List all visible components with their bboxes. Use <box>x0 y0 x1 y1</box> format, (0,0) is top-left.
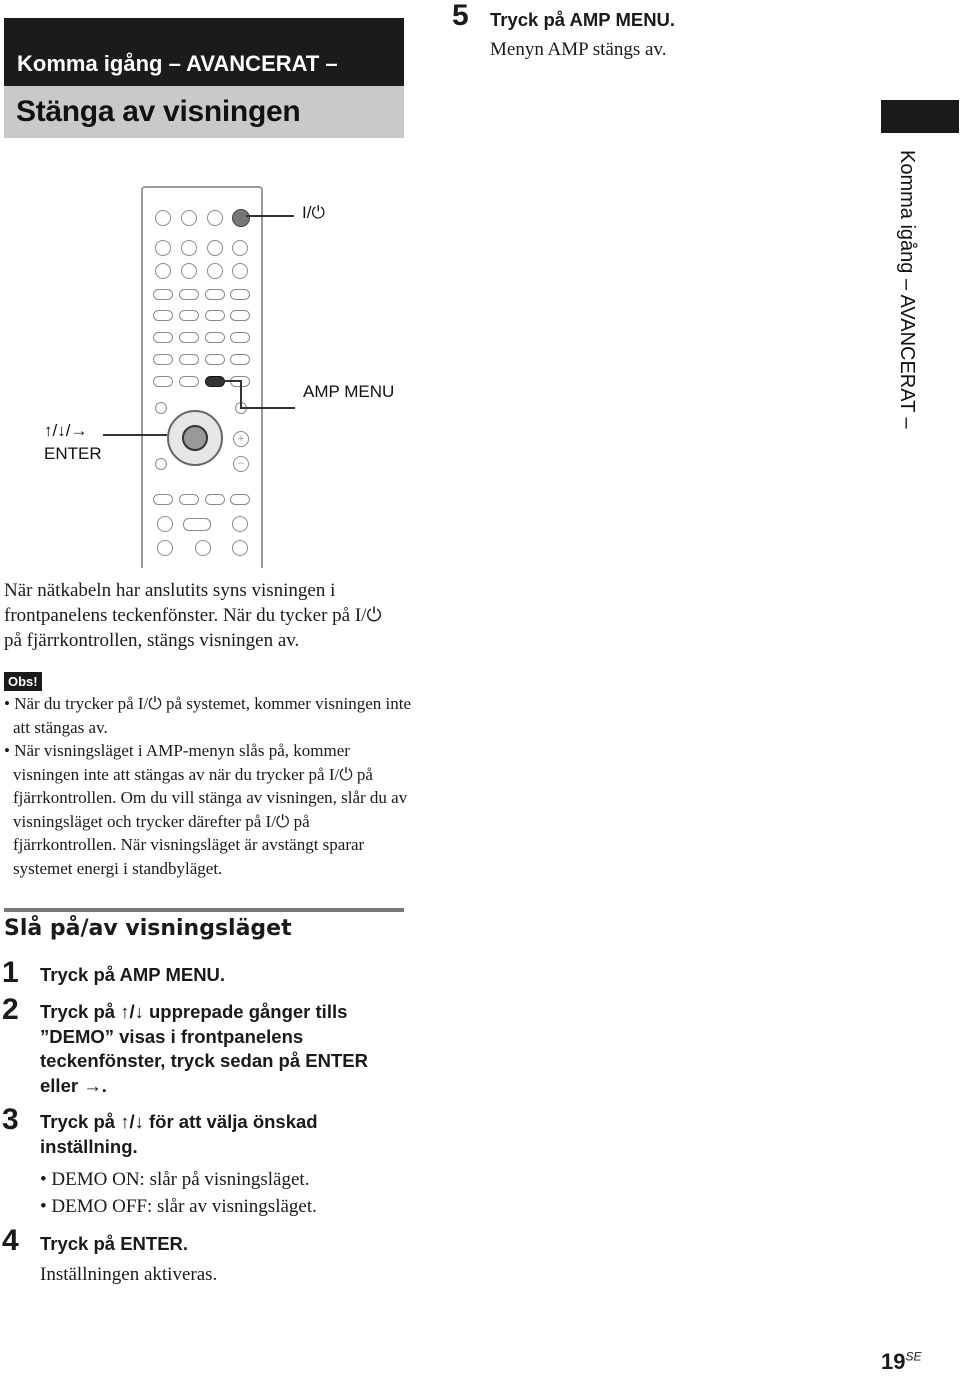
remote-button <box>232 516 248 532</box>
remote-button <box>153 332 173 343</box>
category-banner <box>4 18 404 86</box>
remote-button <box>205 332 225 343</box>
note-text: När visningsläget i AMP-menyn slås på, kommer visningen inte att stängas av när du trycker på I/⏻ på fjärrkontrollen. Om du vill stänga av visningen, slår du av visningsläget och trycker därefter på I/⏻ på fjärrkontrollen. När visningsläget är avstängt sparar systemet energi i standbyläget. <box>13 741 408 878</box>
callout-line <box>240 380 242 408</box>
remote-button <box>179 376 199 387</box>
option-text: DEMO OFF: slår av visningsläget. <box>51 1196 317 1217</box>
category-title: Komma igång – AVANCERAT – <box>17 51 338 76</box>
remote-button <box>157 516 173 532</box>
page-title: Stänga av visningen <box>16 95 301 128</box>
option-text: DEMO ON: slår på visningsläget. <box>51 1169 310 1190</box>
remote-button <box>155 263 171 279</box>
play-button <box>183 518 211 531</box>
remote-button <box>181 210 197 226</box>
note-label: Obs! <box>4 672 42 691</box>
step-number: 1 <box>2 956 19 989</box>
callout-line <box>246 215 294 217</box>
page-number-value: 19 <box>881 1349 906 1374</box>
direction-pad <box>167 410 223 466</box>
remote-button <box>179 494 199 505</box>
remote-button <box>232 240 248 256</box>
section-rule <box>4 908 404 912</box>
remote-button <box>155 402 167 414</box>
remote-button <box>207 210 223 226</box>
callout-enter: ENTER <box>44 444 102 463</box>
plus-icon: + <box>233 431 249 447</box>
callout-amp-menu: AMP MENU <box>303 382 395 401</box>
title-banner <box>4 86 404 138</box>
remote-button <box>205 354 225 365</box>
page-suffix: SE <box>905 1349 922 1364</box>
remote-button <box>179 332 199 343</box>
remote-button <box>207 263 223 279</box>
callout-line <box>240 407 295 409</box>
remote-button <box>153 354 173 365</box>
remote-button <box>153 494 173 505</box>
callout-line <box>103 434 167 436</box>
enter-button <box>182 425 208 451</box>
callout-arrows: ↑/↓/→ <box>44 421 88 440</box>
intro-paragraph: När nätkabeln har anslutits syns visningen i frontpanelens teckenfönster. När du tycker på I/⏻ på fjärrkontrollen, stängs visningen av. <box>4 580 382 651</box>
remote-button <box>155 240 171 256</box>
power-button <box>232 209 250 227</box>
remote-control-illustration <box>141 186 263 568</box>
remote-button <box>181 263 197 279</box>
remote-button <box>232 263 248 279</box>
remote-button <box>230 332 250 343</box>
remote-button <box>181 240 197 256</box>
remote-button <box>179 310 199 321</box>
step-number: 4 <box>2 1224 19 1257</box>
remote-button <box>153 289 173 300</box>
remote-button <box>205 494 225 505</box>
remote-button <box>207 240 223 256</box>
callout-line <box>222 380 240 382</box>
step-text: Tryck på ENTER. <box>40 1233 189 1254</box>
step-number: 2 <box>2 993 19 1026</box>
remote-button <box>230 289 250 300</box>
step-number: 5 <box>452 0 469 32</box>
remote-button <box>230 310 250 321</box>
step-text: Tryck på AMP MENU. <box>40 964 226 985</box>
remote-button <box>205 289 225 300</box>
step-number: 3 <box>2 1103 19 1136</box>
pause-button <box>195 540 211 556</box>
amp-menu-button <box>205 376 225 387</box>
remote-button <box>230 354 250 365</box>
step-subtext: Inställningen aktiveras. <box>40 1264 218 1285</box>
stop-button <box>232 540 248 556</box>
remote-button <box>179 354 199 365</box>
step-subtext: Menyn AMP stängs av. <box>490 39 667 60</box>
side-tab-marker <box>881 100 959 133</box>
step-text: Tryck på ↑/↓ upprepade gånger tills ”DEMO” visas i frontpanelens teckenfönster, tryck sedan på ENTER eller →. <box>40 1001 368 1096</box>
notes-list <box>4 692 414 880</box>
note-text: När du trycker på I/⏻ på systemet, kommer visningen inte att stängas av. <box>13 694 411 737</box>
remote-button <box>155 210 171 226</box>
section-title: Slå på/av visningsläget <box>4 916 292 941</box>
minus-icon: − <box>233 456 249 472</box>
remote-button <box>153 376 173 387</box>
option-item: • DEMO ON: slår på visningsläget. <box>40 1169 310 1190</box>
remote-button <box>179 289 199 300</box>
step-text: Tryck på AMP MENU. <box>490 9 676 30</box>
note-item: • När du trycker på I/⏻ på systemet, kommer visningen inte att stängas av. <box>4 694 411 737</box>
option-item: • DEMO OFF: slår av visningsläget. <box>40 1196 317 1217</box>
remote-button <box>153 310 173 321</box>
step-text: Tryck på ↑/↓ för att välja önskad inställning. <box>40 1111 318 1157</box>
note-item: • När visningsläget i AMP-menyn slås på, kommer visningen inte att stängas av när du trycker på I/⏻ på fjärrkontrollen. Om du vill stänga av visningen, slår du av visningsläget och trycker därefter på I/⏻ på fjärrkontrollen. När visningsläget är avstängt sparar systemet energi i standbyläget. <box>4 741 408 878</box>
remote-button <box>230 494 250 505</box>
side-tab-label: Komma igång – AVANCERAT – <box>896 150 918 429</box>
remote-button <box>205 310 225 321</box>
remote-button <box>155 458 167 470</box>
page-number <box>881 1349 922 1375</box>
remote-button <box>157 540 173 556</box>
callout-power: I/⏻ <box>302 203 325 222</box>
